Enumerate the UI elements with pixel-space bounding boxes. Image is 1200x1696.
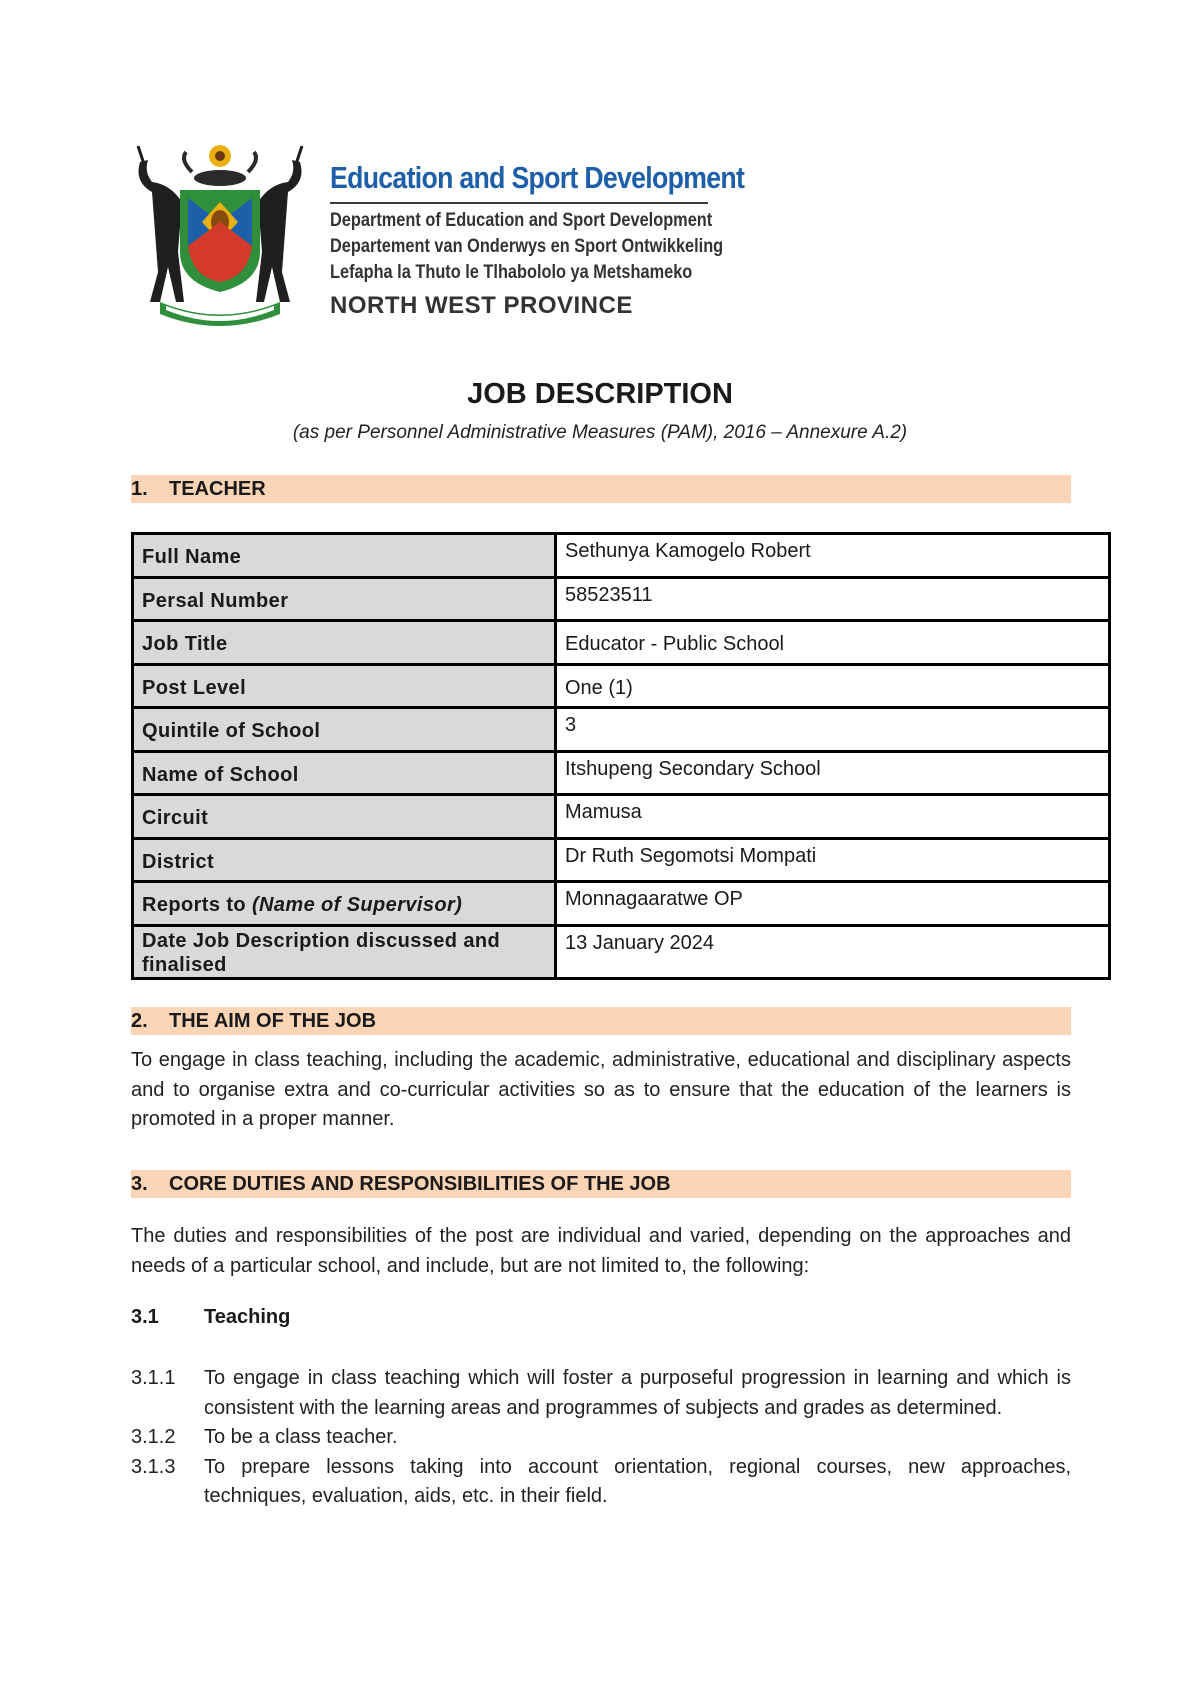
list-item <box>131 1364 1071 1423</box>
list-item-number: 3.1.3 <box>131 1455 176 1478</box>
aim-paragraph: To engage in class teaching, including the academic, administrative, educational and disciplinary aspects and to organise extra and co-curricular activities so as to ensure that the education of the learners is promoted in a proper manner. <box>131 1049 1071 1130</box>
table-value-cell: Mamusa <box>556 795 1110 839</box>
table-value-cell: 3 <box>556 708 1110 752</box>
table-row <box>133 577 1110 621</box>
table-value-cell: 58523511 <box>556 577 1110 621</box>
teaching-duties-list <box>131 1364 1071 1512</box>
section-heading-core-duties <box>131 1170 1071 1198</box>
table-label-cell: Name of School <box>133 751 556 795</box>
table-value-cell: One (1) <box>556 664 1110 708</box>
table-row <box>133 795 1110 839</box>
table-value-cell: Educator - Public School <box>556 621 1110 665</box>
table-label-cell: Quintile of School <box>133 708 556 752</box>
department-brand <box>330 160 745 320</box>
north-west-coat-of-arms-icon <box>130 142 310 332</box>
subsection-title: Teaching <box>204 1306 291 1328</box>
section-title: CORE DUTIES AND RESPONSIBILITIES OF THE JOB <box>169 1173 671 1195</box>
table-value-cell: Sethunya Kamogelo Robert <box>556 534 1110 578</box>
employee-info-table <box>131 532 1111 980</box>
section-title: TEACHER <box>169 478 266 500</box>
table-label-cell: Circuit <box>133 795 556 839</box>
table-row <box>133 838 1110 882</box>
page-subtitle: (as per Personnel Administrative Measures (PAM), 2016 – Annexure A.2) <box>292 422 908 443</box>
list-item-number: 3.1.2 <box>131 1426 176 1448</box>
section-heading-teacher <box>131 475 1071 503</box>
table-row <box>133 621 1110 665</box>
province-name: NORTH WEST PROVINCE <box>330 292 633 319</box>
section-number: 3. <box>131 1173 148 1195</box>
table-label-cell: Date Job Description discussed and finalised <box>133 925 556 978</box>
list-item-text: To be a class teacher. <box>204 1426 398 1448</box>
table-value-cell: Dr Ruth Segomotsi Mompati <box>556 838 1110 882</box>
section-number: 2. <box>131 1010 148 1032</box>
table-label-cell: Reports to (Name of Supervisor) <box>133 882 556 926</box>
department-name-setswana: Lefapha la Thuto le Tlhabololo ya Metshameko <box>330 262 693 283</box>
table-row <box>133 925 1110 978</box>
table-label-cell: Persal Number <box>133 577 556 621</box>
list-item <box>131 1453 1071 1512</box>
list-item-text: To engage in class teaching which will foster a purposeful progression in learning and which is consistent with the learning areas and programmes of subjects and grades as determined. <box>204 1367 1071 1419</box>
table-label-cell: Job Title <box>133 621 556 665</box>
table-label-cell: District <box>133 838 556 882</box>
table-row <box>133 708 1110 752</box>
department-name-english: Department of Education and Sport Development <box>330 210 713 231</box>
duties-intro-paragraph: The duties and responsibilities of the post are individual and varied, depending on the approaches and needs of a particular school, and include, but are not limited to, the following: <box>131 1225 1071 1277</box>
table-label-cell: Post Level <box>133 664 556 708</box>
table-row <box>133 751 1110 795</box>
table-row <box>133 664 1110 708</box>
list-item-text: To prepare lessons taking into account orientation, regional courses, new approaches, techniques, evaluation, aids, etc. in their field. <box>204 1455 1071 1507</box>
table-row <box>133 534 1110 578</box>
table-value-cell: Monnagaaratwe OP <box>556 882 1110 926</box>
section-title: THE AIM OF THE JOB <box>169 1010 377 1032</box>
table-value-cell: Itshupeng Secondary School <box>556 751 1110 795</box>
brand-divider <box>330 202 708 204</box>
section-number: 1. <box>131 478 148 500</box>
table-value-cell: 13 January 2024 <box>556 925 1110 978</box>
list-item <box>131 1423 1071 1453</box>
list-item-number: 3.1.1 <box>131 1367 176 1389</box>
section-heading-aim <box>131 1007 1071 1035</box>
table-label-cell: Full Name <box>133 534 556 578</box>
brand-title: Education and Sport Development <box>330 160 745 195</box>
subsection-heading-teaching <box>131 1306 290 1329</box>
department-name-afrikaans: Departement van Onderwys en Sport Ontwikkeling <box>330 236 724 257</box>
table-row <box>133 882 1110 926</box>
subsection-number: 3.1 <box>131 1306 159 1328</box>
label-italic-note: (Name of Supervisor) <box>251 894 463 916</box>
page-title: JOB DESCRIPTION <box>467 378 733 410</box>
